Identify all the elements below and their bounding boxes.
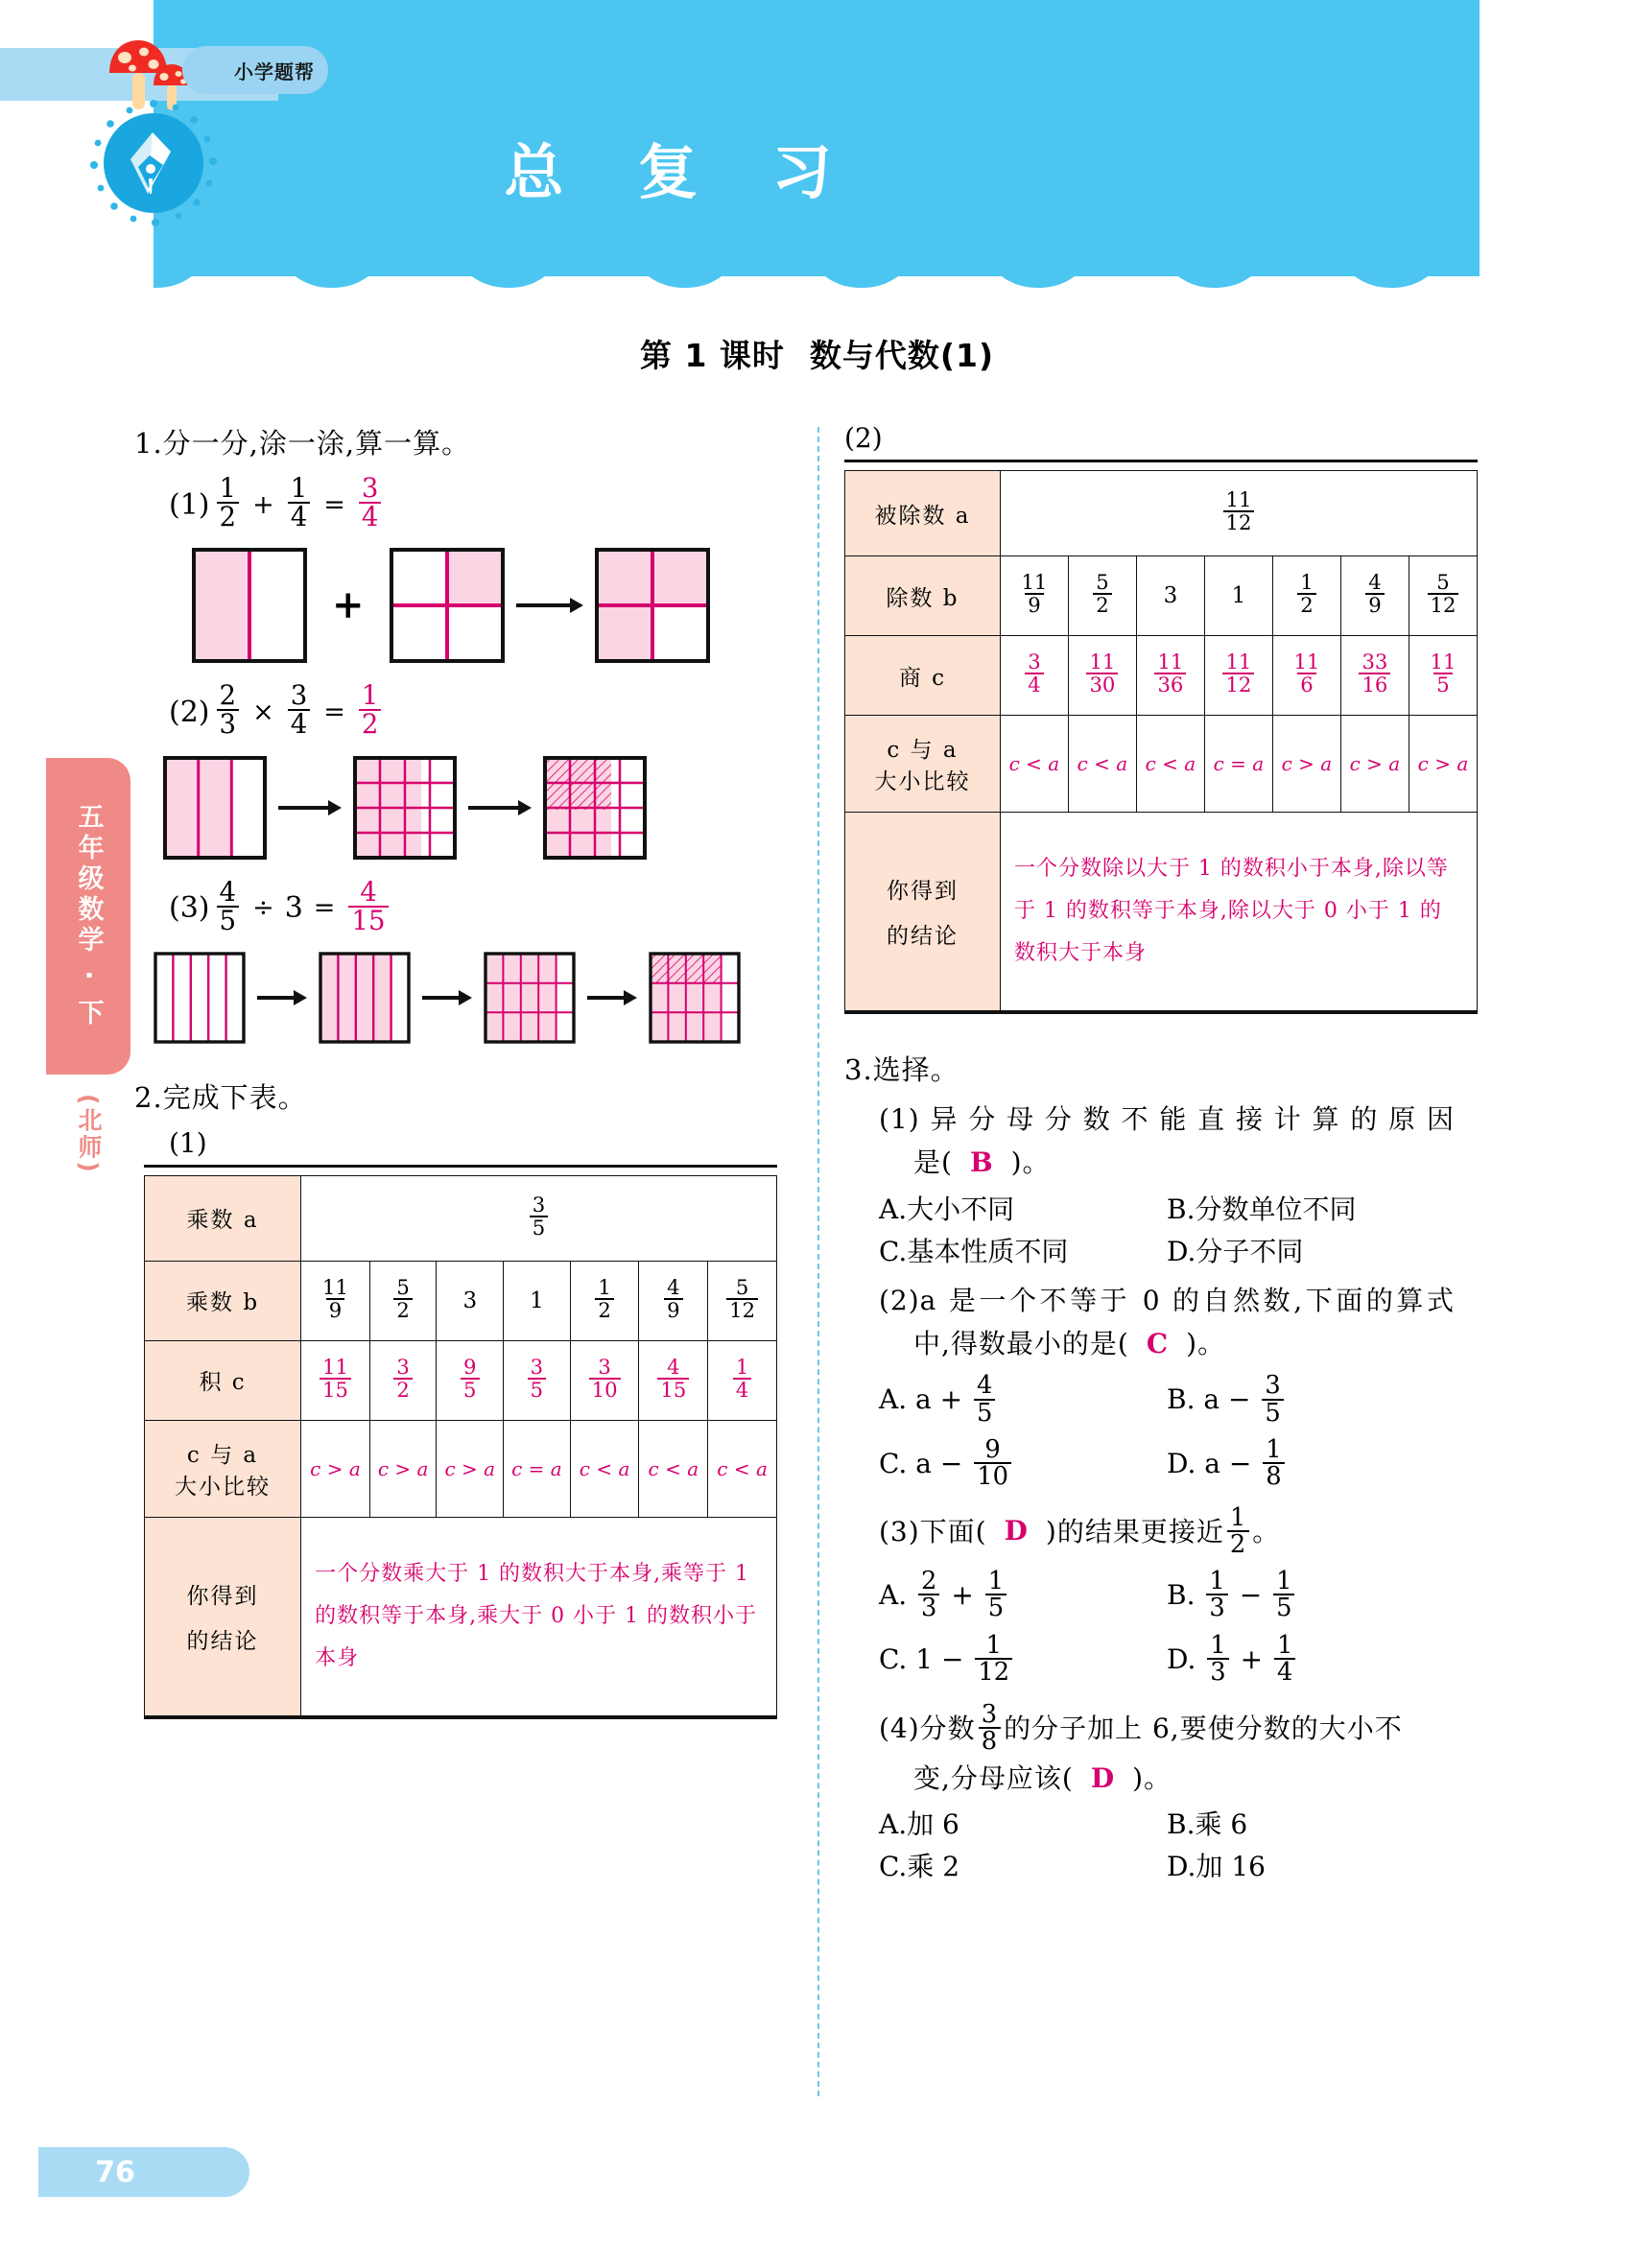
option-b[interactable]: B. $\frac{1}{3}$ − $\frac{1}{5}$ (1167, 1571, 1455, 1623)
ex3-q4-line2: 变,分母应该( D )。 (913, 1761, 1172, 1794)
multiplication-table (144, 1175, 777, 1716)
fraction: $\frac{1}{8}$ (1263, 1437, 1284, 1490)
option-c[interactable]: C. a − $\frac{9}{10}$ (879, 1439, 1167, 1492)
row-header-dividend-a: 被除数 a (845, 471, 1001, 556)
publisher-tab-label: (北师) (75, 1094, 103, 1175)
table-cell: 1 (504, 1261, 571, 1340)
option-c[interactable]: C.乘 2 (879, 1850, 960, 1882)
arrow-right-icon (278, 796, 342, 819)
ex1-diagram-1 (192, 548, 806, 663)
grid-fifths-empty[interactable] (154, 952, 246, 1044)
grade-side-tab (46, 758, 130, 1075)
ex3-q2-options-2 (879, 1434, 1516, 1492)
ex3-q1-options-2 (879, 1231, 1516, 1269)
table-cell[interactable]: $\frac{11}{36}$ (1136, 636, 1204, 716)
fraction: $\frac{1}{5}$ (1273, 1569, 1294, 1621)
table-cell[interactable]: $\frac{3}{5}$ (504, 1340, 571, 1420)
table-cell[interactable]: c < a (1000, 716, 1068, 813)
answer-fraction[interactable]: $\frac{1}{2}$ (359, 682, 382, 738)
equals-sign: = (313, 893, 336, 924)
ex3-q3-options-2 (879, 1630, 1516, 1688)
left-column (134, 422, 806, 1719)
grid-hatched-result[interactable] (543, 756, 647, 860)
table-cell: $\frac{4}{9}$ (639, 1261, 708, 1340)
table-row (145, 1517, 777, 1715)
table-cell[interactable]: c > a (301, 1420, 370, 1517)
fraction-a: $\frac{2}{3}$ (217, 682, 240, 738)
row-header-conclusion: 你得到 的结论 (845, 813, 1001, 1011)
arrow-right-icon (257, 986, 307, 1009)
table-cell: 3 (437, 1261, 504, 1340)
fraction: $\frac{1}{4}$ (1274, 1633, 1295, 1686)
table-row (845, 813, 1478, 1011)
ex1-heading: 1.分一分,涂一涂,算一算。 (134, 427, 471, 460)
table-cell[interactable]: $\frac{11}{6}$ (1272, 636, 1340, 716)
multiplicand-a-value (301, 1175, 777, 1261)
table-cell[interactable]: $\frac{4}{15}$ (639, 1340, 708, 1420)
option-b[interactable]: B. a − $\frac{3}{5}$ (1167, 1375, 1455, 1428)
ex3-q3-options-1 (879, 1567, 1516, 1623)
table-cell[interactable]: $\frac{33}{16}$ (1340, 636, 1409, 716)
ex2-table1-wrap (144, 1165, 777, 1719)
brand-logo-pill (182, 46, 328, 94)
table-row (845, 636, 1478, 716)
table-cell: $\frac{1}{2}$ (1272, 556, 1340, 636)
table-cell: 1 (1204, 556, 1272, 636)
conclusion-text[interactable]: 一个分数乘大于 1 的数积大于本身,乘等于 1 的数积等于本身,乘大于 0 小于 1 的数积小于本身 (301, 1517, 777, 1715)
fraction-b: $\frac{3}{4}$ (288, 682, 311, 738)
banner-wave-edge (154, 248, 1480, 290)
table-cell: $\frac{5}{2}$ (1068, 556, 1136, 636)
table-cell: $\frac{5}{2}$ (369, 1261, 437, 1340)
grade-side-tab-label: 五年级数学 · 下 (73, 802, 104, 1030)
option-d[interactable]: D.分子不同 (1167, 1235, 1304, 1267)
ex3-heading: 3.选择。 (844, 1053, 959, 1086)
table-cell[interactable]: $\frac{11}{15}$ (301, 1340, 370, 1420)
option-d[interactable]: D. $\frac{1}{3}$ + $\frac{1}{4}$ (1167, 1635, 1455, 1688)
ex1-item-1-label: (1) (169, 487, 210, 522)
publisher-tab (46, 1094, 130, 1179)
operator: + (252, 489, 274, 520)
table-row (145, 1175, 777, 1261)
grid-three-quarter-shaded[interactable] (595, 548, 710, 663)
option-d[interactable]: D.加 16 (1167, 1850, 1266, 1882)
arrow-right-icon (422, 986, 472, 1009)
lesson-number: 第 1 课时 (639, 337, 785, 374)
dividend-a-value (1000, 471, 1477, 556)
table-cell[interactable]: c > a (1272, 716, 1340, 813)
ex3-q1-line1: (1)异分母分数不能直接计算的原因 (879, 1103, 1455, 1135)
page-number: 76 (95, 2155, 135, 2189)
ex1-item-3 (169, 875, 806, 936)
fraction-b: $\frac{1}{4}$ (288, 475, 311, 531)
grid-four-fifths-shaded[interactable] (319, 952, 411, 1044)
table-row (145, 1340, 777, 1420)
ex3-q1 (879, 1098, 1516, 1269)
table-cell: $\frac{11}{9}$ (301, 1261, 370, 1340)
fraction: $\frac{9}{10}$ (974, 1437, 1011, 1490)
whole-number: 3 (284, 891, 303, 926)
table-cell: $\frac{11}{9}$ (1000, 556, 1068, 636)
ex3-q2-line1: (2)a 是一个不等于 0 的自然数,下面的算式 (879, 1284, 1455, 1316)
ex3-q4-options-1 (879, 1804, 1516, 1842)
ex3-q3-line1: (3)下面( D )的结果更接近 $\frac{1}{2}$ 。 (879, 1502, 1281, 1559)
operator: ÷ (252, 893, 274, 924)
fraction: $\frac{1}{2}$ (1227, 1505, 1249, 1558)
conclusion-text[interactable]: 一个分数除以大于 1 的数积小于本身,除以等于 1 的数积等于本身,除以大于 0 小于 1 的数积大于本身 (1000, 813, 1477, 1011)
fraction: $\frac{4}{5}$ (974, 1373, 995, 1426)
fraction: $\frac{1}{3}$ (1206, 1569, 1227, 1621)
table-cell[interactable]: c > a (437, 1420, 504, 1517)
fraction: $\frac{3}{5}$ (530, 1194, 548, 1238)
table-cell[interactable]: c = a (504, 1420, 571, 1517)
ex3-q4-options-2 (879, 1846, 1516, 1884)
ex1-item-2 (169, 679, 806, 741)
ex3-q4 (879, 1700, 1516, 1884)
table-row (845, 471, 1478, 556)
ex2-heading: 2.完成下表。 (134, 1080, 307, 1114)
table-row (145, 1261, 777, 1340)
grid-half-shaded[interactable] (192, 548, 307, 663)
option-d[interactable]: D. a − $\frac{1}{8}$ (1167, 1439, 1455, 1492)
table-cell[interactable]: $\frac{9}{5}$ (437, 1340, 504, 1420)
ex1-item-1 (169, 472, 806, 533)
table-cell[interactable]: c < a (570, 1420, 639, 1517)
ex3-q2 (879, 1279, 1516, 1492)
lesson-name: 数与代数(1) (809, 337, 995, 374)
arrow-right-icon (516, 594, 583, 617)
option-c[interactable]: C. 1 − $\frac{1}{12}$ (879, 1635, 1167, 1688)
row-header-quotient-c: 商 c (845, 636, 1001, 716)
table-cell[interactable]: c > a (369, 1420, 437, 1517)
grid-result-hatched[interactable] (649, 952, 741, 1044)
operator: × (252, 697, 274, 727)
fraction: $\frac{11}{12}$ (1223, 489, 1255, 532)
table-cell[interactable]: c < a (1136, 716, 1204, 813)
table-cell[interactable]: c < a (708, 1420, 777, 1517)
fraction: $\frac{1}{12}$ (975, 1633, 1012, 1686)
arrow-right-icon (587, 986, 637, 1009)
fraction: $\frac{1}{5}$ (985, 1569, 1006, 1621)
table-cell[interactable]: $\frac{1}{4}$ (708, 1340, 777, 1420)
table-cell[interactable]: c > a (1409, 716, 1477, 813)
fraction: $\frac{3}{5}$ (1262, 1373, 1283, 1426)
ex3-q3 (879, 1502, 1516, 1688)
right-column (844, 422, 1516, 1888)
fraction: $\frac{2}{3}$ (918, 1569, 939, 1621)
table-cell: 3 (1136, 556, 1204, 636)
ex3-q2-line2: 中,得数最小的是( C )。 (913, 1328, 1226, 1360)
answer-blank[interactable]: D (1090, 1761, 1116, 1794)
lesson-subtitle (0, 331, 1634, 376)
row-header-compare: c 与 a 大小比较 (145, 1420, 301, 1517)
fraction-a: $\frac{4}{5}$ (217, 879, 240, 934)
option-a[interactable]: A. a + $\frac{4}{5}$ (879, 1375, 1167, 1428)
page-title: 总 复 习 (504, 137, 859, 207)
table-cell: $\frac{5}{12}$ (708, 1261, 777, 1340)
table-cell[interactable]: $\frac{3}{10}$ (570, 1340, 639, 1420)
column-divider (817, 427, 819, 2096)
table-cell[interactable]: $\frac{11}{30}$ (1068, 636, 1136, 716)
row-header-product-c: 积 c (145, 1340, 301, 1420)
ex2-table2-label: (2) (844, 422, 883, 454)
plus-sign: + (332, 582, 365, 628)
option-a[interactable]: A. $\frac{2}{3}$ + $\frac{1}{5}$ (879, 1571, 1167, 1623)
answer-fraction[interactable]: $\frac{3}{4}$ (359, 475, 382, 531)
table-cell: $\frac{1}{2}$ (570, 1261, 639, 1340)
ex3-q4-line1: (4)分数 $\frac{3}{8}$ 的分子加上 6,要使分数的大小不 (879, 1700, 1403, 1757)
option-b[interactable]: B.乘 6 (1167, 1807, 1248, 1840)
option-b[interactable]: B.分数单位不同 (1167, 1193, 1357, 1225)
ex3-q1-line2: 是( B )。 (913, 1146, 1051, 1179)
table-cell[interactable]: $\frac{3}{2}$ (369, 1340, 437, 1420)
answer-blank[interactable]: B (969, 1146, 994, 1179)
table-cell[interactable]: $\frac{11}{12}$ (1204, 636, 1272, 716)
equals-sign: = (323, 489, 345, 520)
grid-two-thirds-shaded[interactable] (163, 756, 267, 860)
option-c[interactable]: C.基本性质不同 (879, 1235, 1069, 1267)
brand-logo-text: 小学题帮 (234, 59, 315, 83)
table-cell[interactable]: c > a (1340, 716, 1409, 813)
grid-quarter-shaded[interactable] (390, 548, 505, 663)
answer-fraction[interactable]: $\frac{4}{15}$ (348, 879, 388, 934)
table-row (145, 1420, 777, 1517)
equals-sign: = (323, 697, 345, 727)
table-cell: $\frac{4}{9}$ (1340, 556, 1409, 636)
answer-blank[interactable]: C (1146, 1328, 1170, 1360)
row-header-divisor-b: 除数 b (845, 556, 1001, 636)
ex3-q1-options-1 (879, 1189, 1516, 1227)
answer-blank[interactable]: D (1004, 1515, 1029, 1547)
fraction-a: $\frac{1}{2}$ (217, 475, 240, 531)
table-cell[interactable]: c < a (639, 1420, 708, 1517)
fraction: $\frac{1}{3}$ (1207, 1633, 1228, 1686)
table-row (845, 716, 1478, 813)
fraction: $\frac{3}{8}$ (979, 1702, 1001, 1755)
row-header-multiplicand-a: 乘数 a (145, 1175, 301, 1261)
arrow-right-icon (468, 796, 532, 819)
ex2-table1-label: (1) (169, 1126, 207, 1159)
ex1-diagram-3 (154, 952, 806, 1044)
row-header-conclusion: 你得到 的结论 (145, 1517, 301, 1715)
ex1-item-3-label: (3) (169, 891, 210, 926)
table-cell[interactable]: $\frac{3}{4}$ (1000, 636, 1068, 716)
grid-12-cells-shaded[interactable] (353, 756, 457, 860)
ex1-item-2-label: (2) (169, 695, 210, 729)
table-cell: $\frac{5}{12}$ (1409, 556, 1477, 636)
table-cell[interactable]: c = a (1204, 716, 1272, 813)
option-a[interactable]: A.大小不同 (879, 1193, 1015, 1225)
division-table (844, 470, 1478, 1011)
row-header-compare: c 与 a 大小比较 (845, 716, 1001, 813)
option-a[interactable]: A.加 6 (879, 1807, 959, 1840)
table-row (845, 556, 1478, 636)
ex2-table2-wrap (844, 460, 1478, 1014)
ex1-diagram-2 (163, 756, 806, 860)
grid-fifteenths-shaded[interactable] (484, 952, 576, 1044)
table-cell[interactable]: c < a (1068, 716, 1136, 813)
row-header-multiplier-b: 乘数 b (145, 1261, 301, 1340)
ex3-q2-options-1 (879, 1371, 1516, 1428)
table-cell[interactable]: $\frac{11}{5}$ (1409, 636, 1477, 716)
